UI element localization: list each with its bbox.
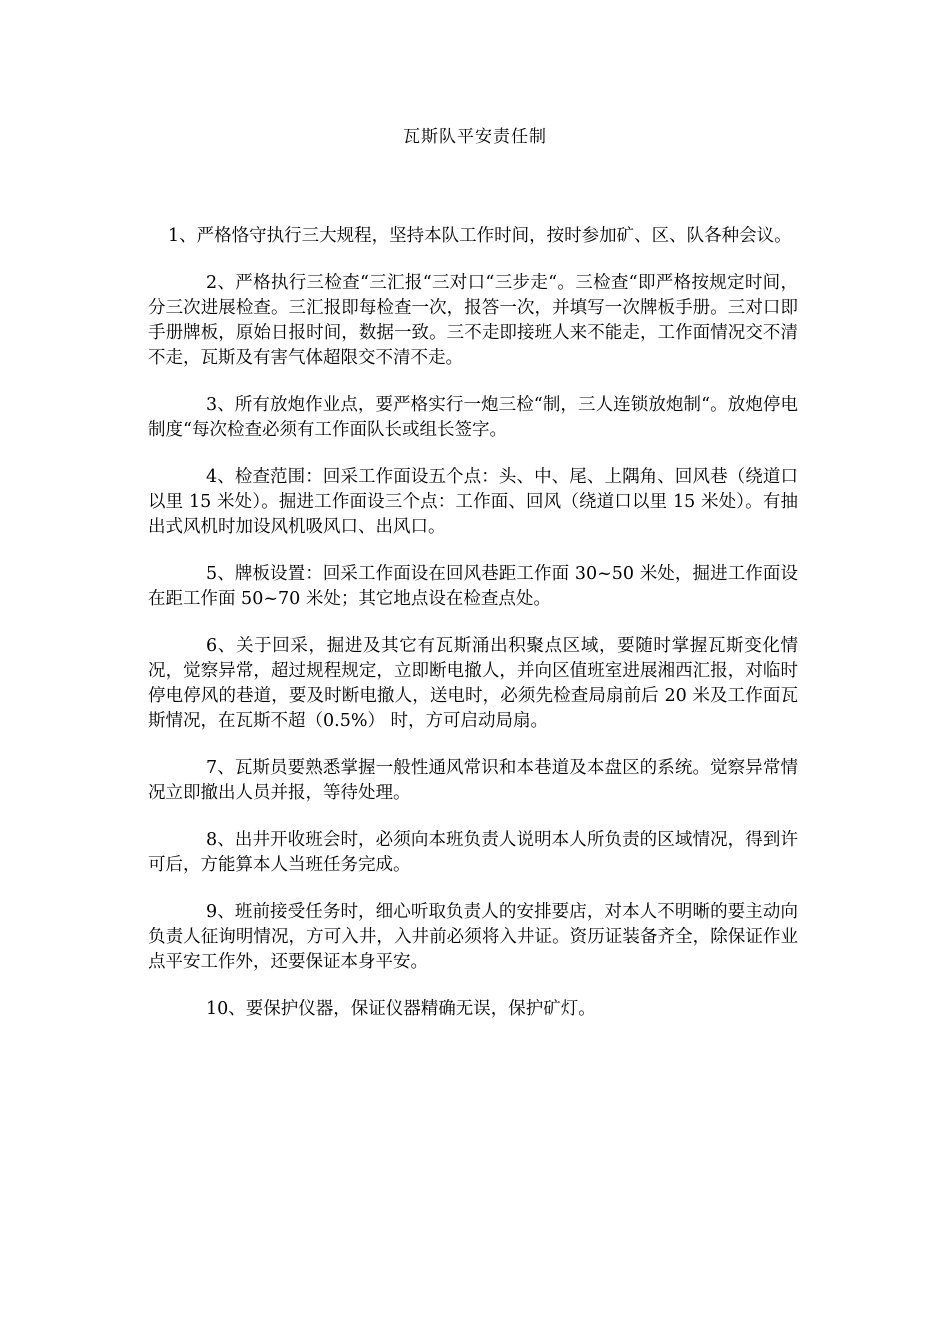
paragraph-3: 3、所有放炮作业点，要严格实行一炮三检“制，三人连锁放炮制“。放炮停电制度“每次检查必须有工作面队长或组长签字。	[148, 395, 798, 440]
paragraph-4: 4、检查范围：回采工作面设五个点：头、中、尾、上隅角、回风巷（绕道口以里 15 米处）。掘进工作面设三个点：工作面、回风（绕道口以里 15 米处）。有抽出式风机时加设风机吸风口、出风口。	[148, 467, 798, 537]
paragraph-9: 9、班前接受任务时，细心听取负责人的安排要店，对本人不明晰的要主动向负责人征询明情况，方可入井，入井前必须将入井证。资历证装备齐全，除保证作业点平安工作外，还要保证本身平安。	[148, 902, 798, 972]
paragraph-7: 7、瓦斯员要熟悉掌握一般性通风常识和本巷道及本盘区的系统。觉察异常情况立即撤出人员并报，等待处理。	[148, 758, 798, 803]
document-body	[148, 224, 798, 1044]
paragraph-8: 8、出井开收班会时，必须向本班负责人说明本人所负责的区域情况，得到许可后，方能算本人当班任务完成。	[148, 830, 798, 875]
document-title: 瓦斯队平安责任制	[403, 127, 547, 147]
paragraph-5: 5、牌板设置：回采工作面设在回风巷距工作面 30~50 米处，掘进工作面设在距工作面 50~70 米处；其它地点设在检查点处。	[148, 564, 798, 609]
paragraph-2: 2、严格执行三检查“三汇报“三对口“三步走“。三检查“即严格按规定时间，分三次进展检查。三汇报即每检查一次，报答一次，并填写一次牌板手册。三对口即手册牌板，原始日报时间，数据一致。三不走即接班人来不能走，工作面情况交不清不走，瓦斯及有害气体超限交不清不走。	[148, 273, 798, 368]
paragraph-6: 6、关于回采，掘进及其它有瓦斯涌出积聚点区域，要随时掌握瓦斯变化情况，觉察异常，超过规程规定，立即断电撤人，并向区值班室进展湘西汇报，对临时停电停风的巷道，要及时断电撤人，送电时，必须先检查局扇前后 20 米及工作面瓦斯情况，在瓦斯不超（0.5%） 时，方可启动局扇。	[148, 636, 798, 731]
paragraph-1: 1、严格恪守执行三大规程，坚持本队工作时间，按时参加矿、区、队各种会议。	[168, 226, 792, 246]
paragraph-10: 10、要保护仪器，保证仪器精确无误，保护矿灯。	[206, 999, 596, 1019]
